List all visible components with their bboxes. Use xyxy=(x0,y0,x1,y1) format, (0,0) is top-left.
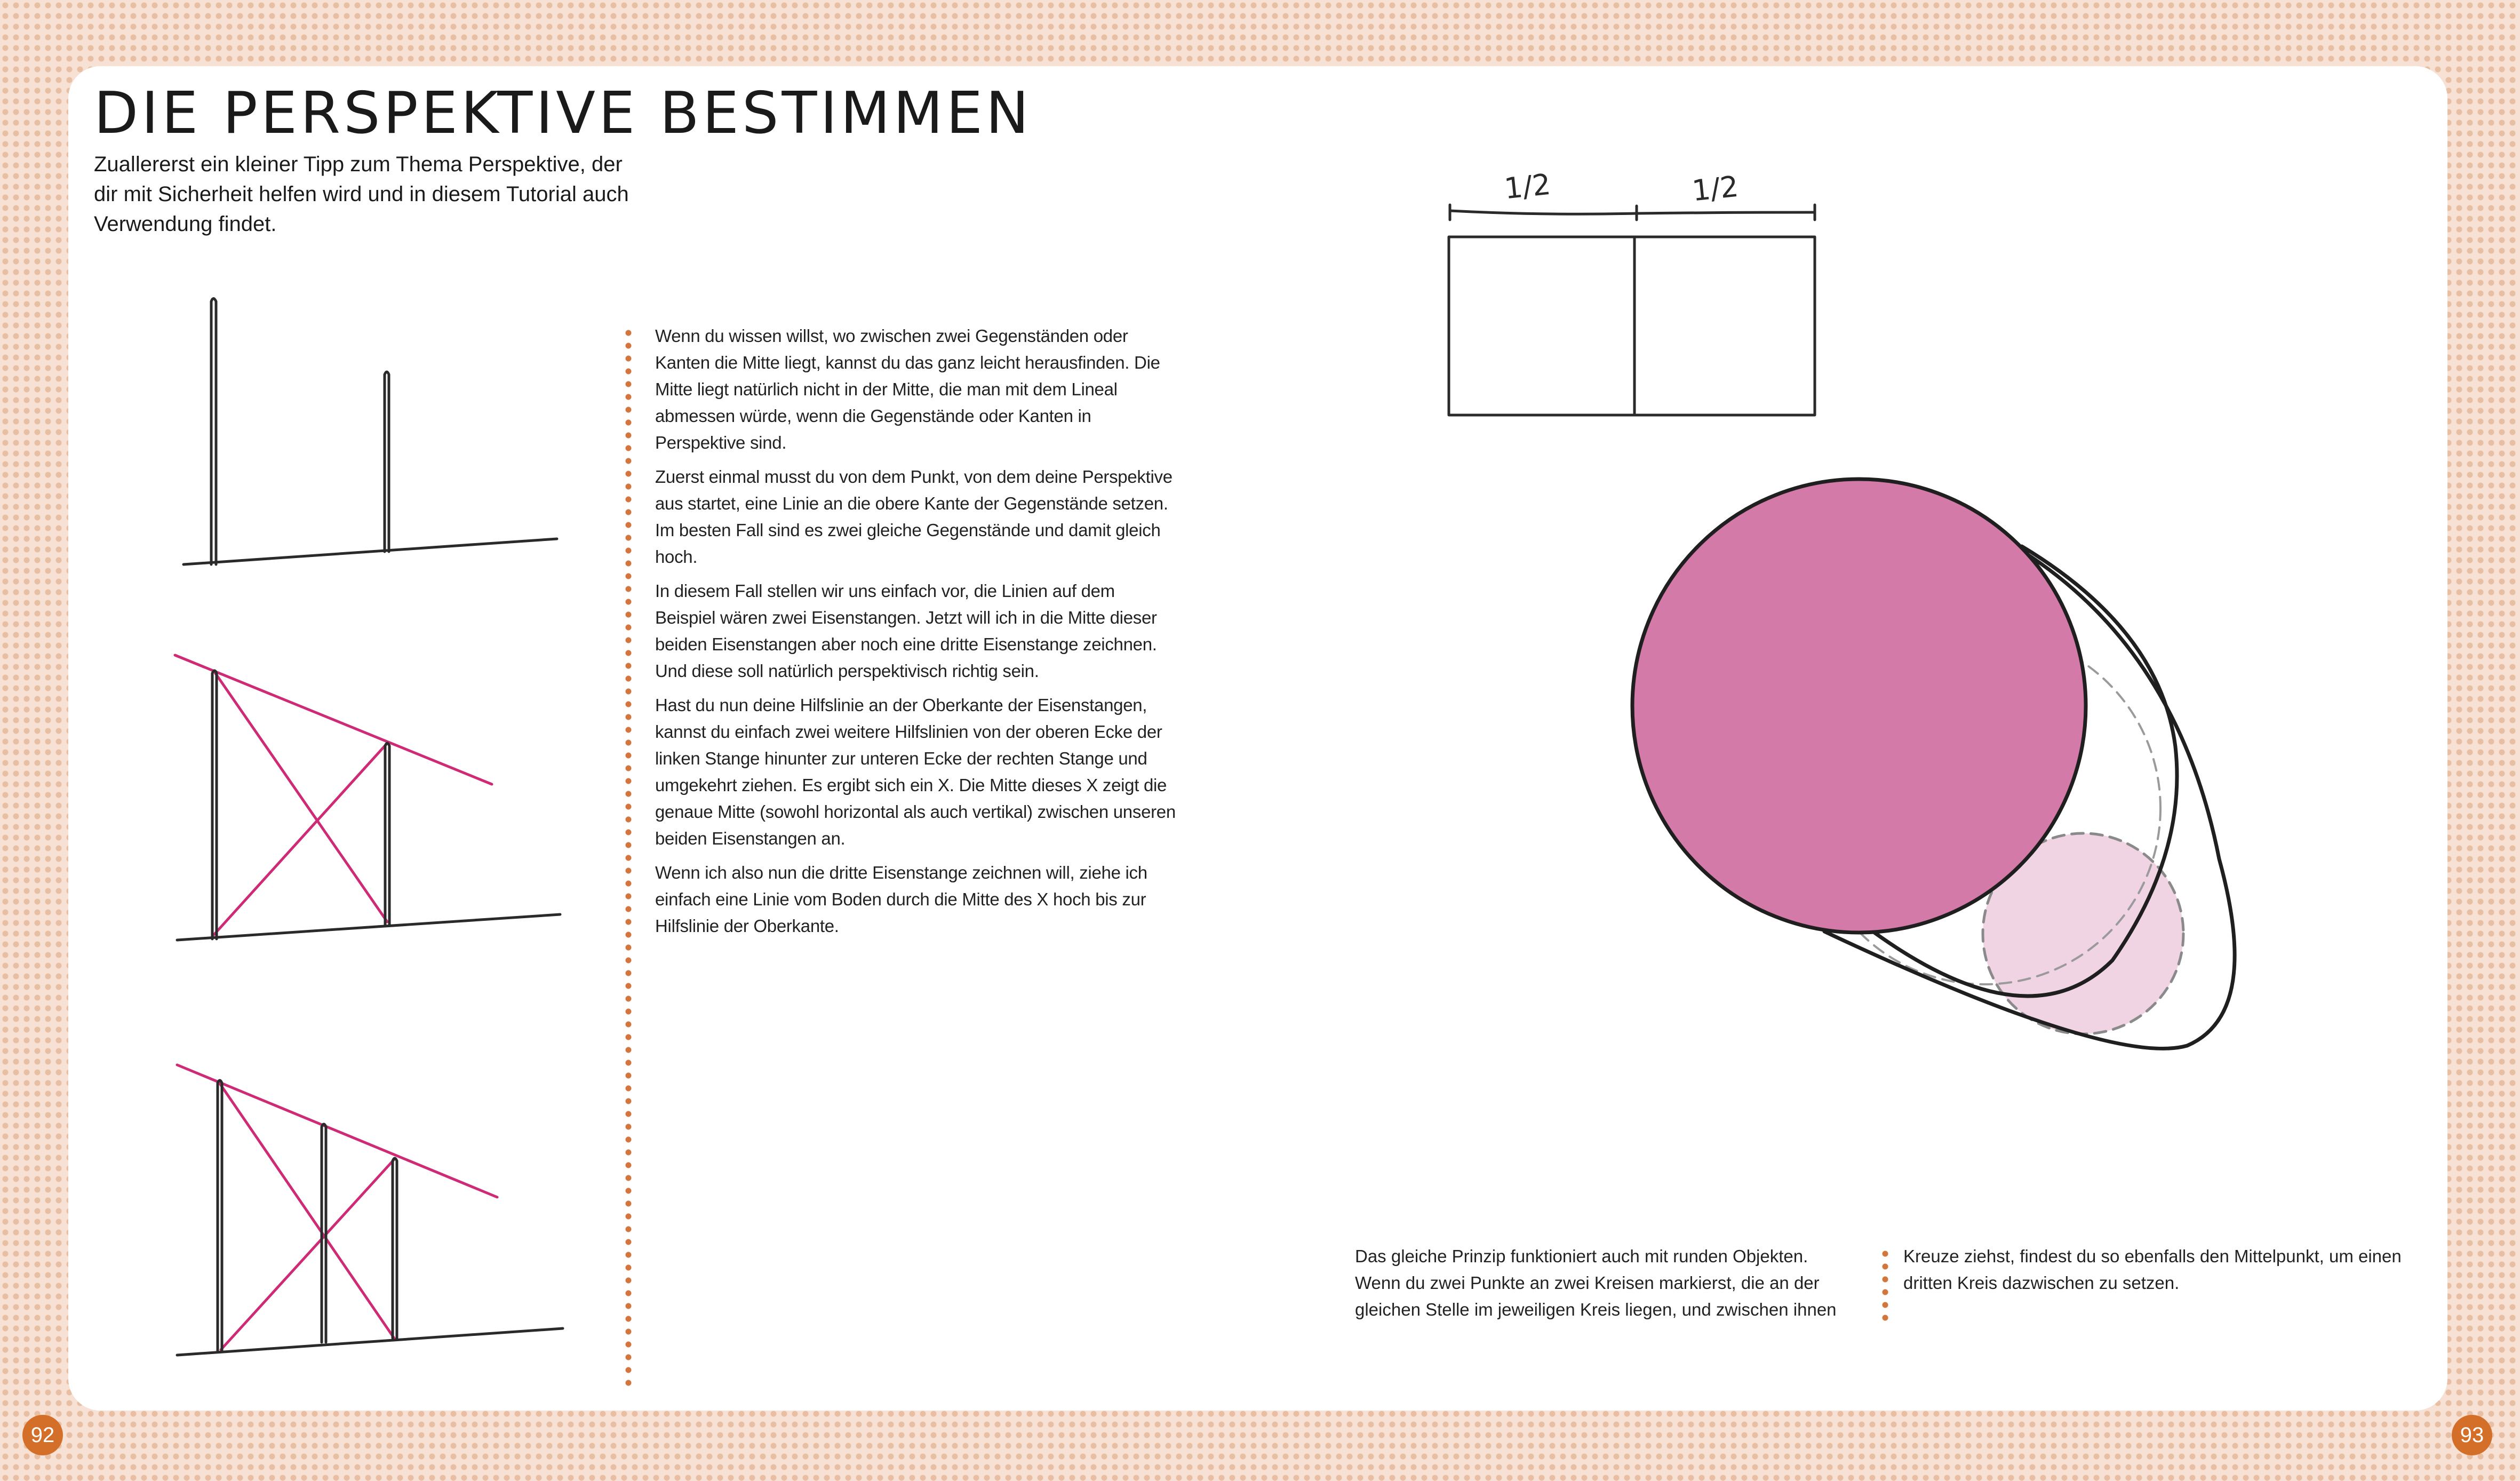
figure-two-poles xyxy=(184,299,557,565)
bottom-text-left: Das gleiche Prinzip funktioniert auch mit runden Objekten. Wenn du zwei Punkte an zwei Kreisen markierst, die an der gleichen Stelle im jeweiligen Kreis liegen, und zwischen ihnen xyxy=(1355,1246,1837,1319)
paragraph-1: Wenn du wissen willst, wo zwischen zwei Gegenständen oder Kanten die Mitte liegt, kannst du das ganz leicht herausfinden. Die Mitte liegt natürlich nicht in der Mitte, die man mit dem Lineal abmessen würde, wenn die Gegenstände oder Kanten in Perspektive sind. xyxy=(655,326,1160,452)
figure-x-construction xyxy=(175,655,560,940)
bottom-text-right: Kreuze ziehst, findest du so ebenfalls den Mittelpunkt, um einen dritten Kreis dazwischen zu setzen. xyxy=(1903,1246,2402,1293)
figure-circles-midpoint xyxy=(1632,479,2235,1048)
paragraph-2: Zuerst einmal musst du von dem Punkt, von dem deine Perspektive aus startet, eine Linie an die obere Kante der Gegenstände setzen. Im besten Fall sind es zwei gleiche Gegenstände und damit gleich hoch. xyxy=(655,467,1173,567)
figure-third-pole xyxy=(177,1065,563,1355)
page-number-right: 93 xyxy=(2452,1415,2492,1455)
paragraph-3: In diesem Fall stellen wir uns einfach vor, die Linien auf dem Beispiel wären zwei Eisenstangen. Jetzt will ich in die Mitte dieser beiden Eisenstangen aber noch eine dritte Eisenstange zeichnen. Und diese soll natürlich perspektivisch richtig sein. xyxy=(655,581,1157,681)
intro-paragraph: Zuallererst ein kleiner Tipp zum Thema Perspektive, der dir mit Sicherheit helfen wird und in diesem Tutorial auch Verwendung findet. xyxy=(94,153,629,236)
page-title: DIE PERSPEKTIVE BESTIMMEN xyxy=(94,80,1032,147)
paragraph-5: Wenn ich also nun die dritte Eisenstange zeichnen will, ziehe ich einfach eine Linie vom Boden durch die Mitte des X hoch bis zur Hilfslinie der Oberkante. xyxy=(655,863,1147,936)
figure-half-rectangle xyxy=(1449,205,1815,415)
half-label-right: 1/2 xyxy=(1690,169,1740,208)
page-number-left: 92 xyxy=(22,1415,63,1455)
half-label-left: 1/2 xyxy=(1502,167,1552,206)
paragraph-4: Hast du nun deine Hilfslinie an der Oberkante der Eisenstangen, kannst du einfach zwei weitere Hilfslinien von der oberen Ecke der linken Stange hinunter zur unteren Ecke der rechten Stange und umgekehrt ziehen. Es ergibt sich ein X. Die Mitte dieses X zeigt die genaue Mitte (sowohl horizontal als auch vertikal) zwischen unseren beiden Eisenstangen an. xyxy=(655,695,1176,848)
